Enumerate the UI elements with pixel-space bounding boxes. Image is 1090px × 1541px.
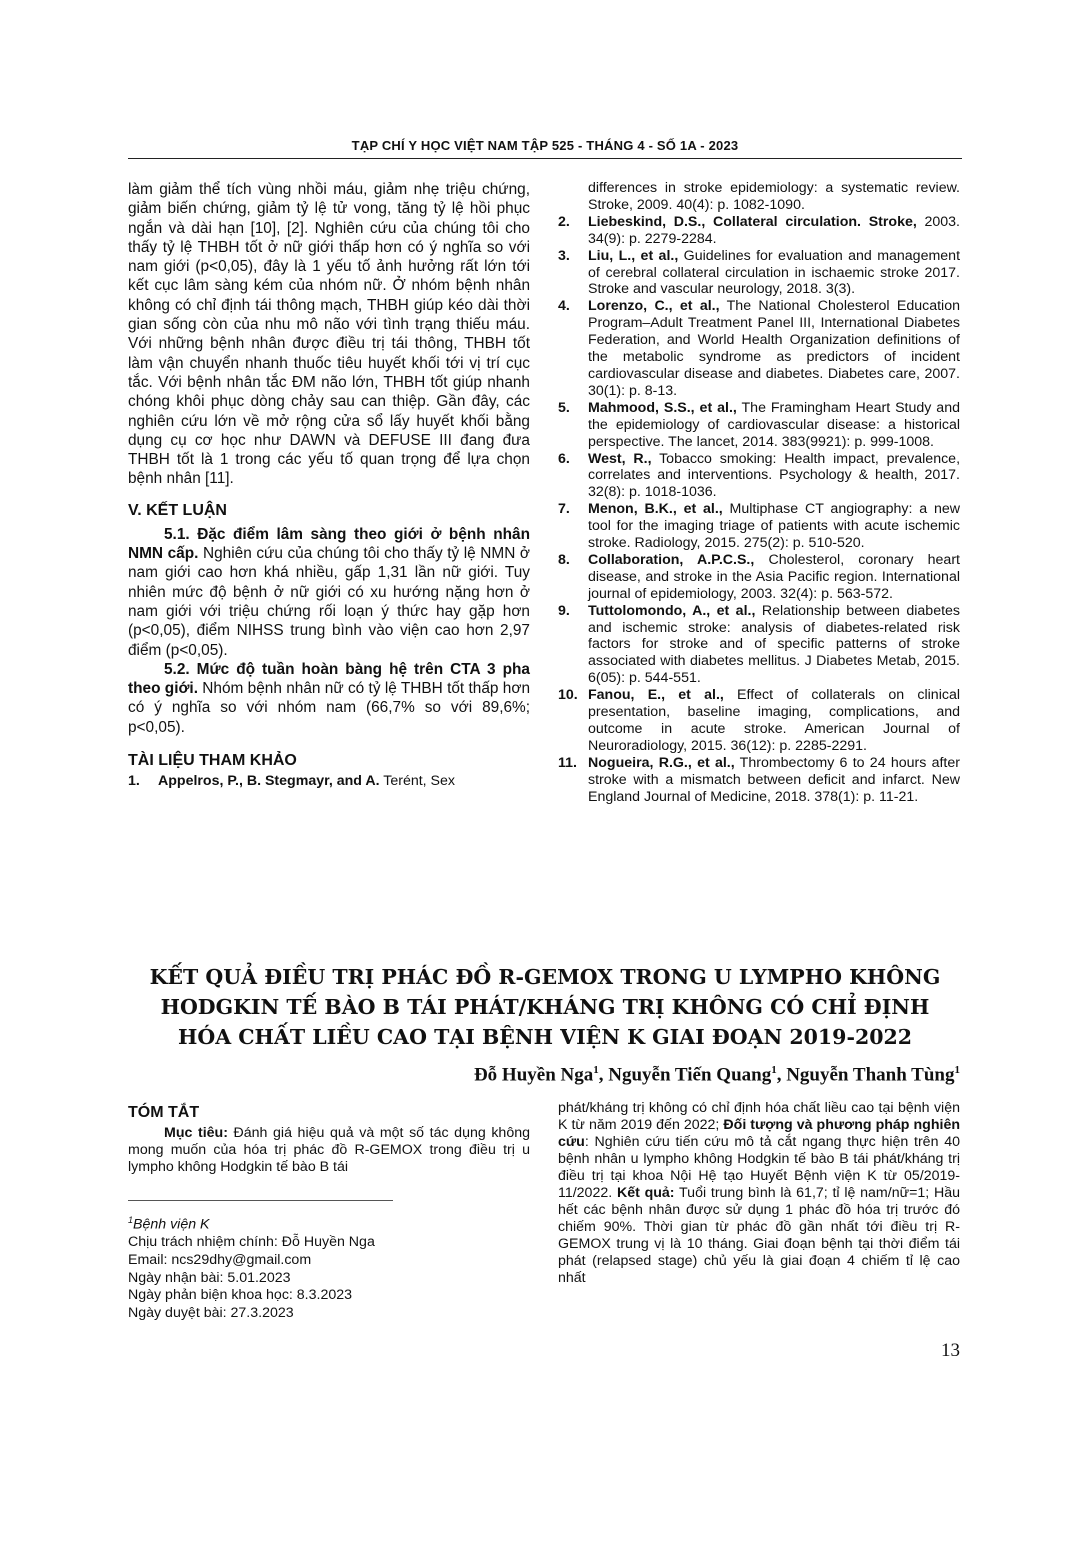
subsection-text-5-1: Nghiên cứu của chúng tôi cho thấy tỷ lệ NMN ở nam giới cao hơn khá nhiều, gấp 1,31 lần nữ giới. Tuy nhiên mức độ bệnh ở nữ giới có xu hướng nặng hơn ở nam giới với triệu chứng rối loạn ý thức hay gặp hơn (p<0,05), điểm NIHSS trung bình vào viện cao hơn 2,97 điểm (p<0,05). — [128, 545, 530, 659]
reference-item — [558, 298, 960, 399]
reference-authors: Fanou, E., et al., — [588, 687, 724, 704]
author-affiliation-mark: 1 — [593, 1064, 599, 1076]
discussion-paragraph: làm giảm thể tích vùng nhồi máu, giảm nhẹ triệu chứng, giảm biến chứng, giảm tỷ lệ tử vong, tăng tỷ lệ hồi phục ngắn và dài hạn [10], [2]. Nghiên cứu của chúng tôi cho thấy tỷ lệ THBH tốt ở nữ giới thấp hơn có ý nghĩa so với nam giới (p<0,05), đây là 1 yếu tố ảnh hưởng rất lớn tới kết cục lâm sàng kém của nhóm nữ. Ở nhóm bệnh nhân không có chỉ định tái thông mạch, THBH giúp kéo dài thời gian sống còn của nhu mô não với tình trạng thiếu máu. Với những bệnh nhân được điều trị tái thông, THBH tốt làm vận chuyển nhanh thuốc tiêu huyết khối tới vị trí cục tắc. Với bệnh nhân tắc ĐM não lớn, THBH tốt giúp nhanh chóng khôi phục dòng chảy sau can thiệp. Gần đây, các nghiên cứu lớn về mở rộng cửa sổ lấy huyết khối bằng dụng cụ cơ học như DAWN và DEFUSE III đang đưa THBH tốt là 1 trong các yếu tố quan trọng để lựa chọn bệnh nhân [11]. — [128, 181, 530, 488]
reference-authors: Liebeskind, D.S., Collateral circulation. Stroke, — [588, 213, 917, 230]
running-header: TẠP CHÍ Y HỌC VIỆT NAM TẬP 525 - THÁNG 4 - SỐ 1A - 2023 — [351, 138, 739, 153]
subsection-title-5-1: 5.1. Đặc điểm lâm sàng theo giới ở bệnh nhân NMN cấp. — [128, 525, 530, 563]
reference-item — [558, 248, 960, 299]
reference-text: Guidelines for evaluation and management of cerebral collateral circulation in ischaemic stroke 2017. Stroke and vascular neurology, 2018. 3(3). — [588, 247, 961, 298]
author-separator: , — [598, 1064, 609, 1086]
objective-continued: phát/kháng trị không có chỉ định hóa chất liều cao tại bệnh viện K từ năm 2019 đến 2022; — [558, 1100, 960, 1133]
reference-authors: West, R., — [588, 450, 652, 467]
abstract-continued — [558, 1100, 960, 1287]
abstract-left — [128, 1103, 530, 1176]
subsection-text-5-2: Nhóm bệnh nhân nữ có tỷ lệ THBH tốt thấp hơn có ý nghĩa so với nhóm nam (66,7% so với 89,6%; p<0,05). — [128, 680, 531, 736]
corresponding-author: Chịu trách nhiệm chính: Đỗ Huyền Nga — [128, 1234, 375, 1251]
reference-number: 7. — [558, 501, 570, 518]
affiliation-text: Bệnh viện K — [133, 1216, 210, 1233]
reference-authors: Tuttolomondo, A., et al., — [588, 602, 756, 619]
page-number: 13 — [941, 1340, 960, 1361]
objective-text: Đánh giá hiệu quả và một số tác dụng không mong muốn của hóa trị phác đồ R-GEMOX trong điều trị u lympho không Hodgkin tế bào B tái — [128, 1125, 530, 1175]
subsection-title-5-2: 5.2. Mức độ tuần hoàn bàng hệ trên CTA 3 pha theo giới. — [128, 660, 530, 698]
email: Email: ncs29dhy@gmail.com — [128, 1251, 312, 1268]
reference-item — [558, 214, 960, 248]
section-heading-conclusion: V. KẾT LUẬN — [128, 501, 227, 519]
methods-label: Đối tượng và phương pháp nghiên cứu — [558, 1117, 960, 1150]
reference-authors: Collaboration, A.P.C.S., — [588, 551, 755, 568]
reference-number: 6. — [558, 450, 570, 467]
affiliation-mark: 1 — [128, 1215, 134, 1225]
reference-text: Cholesterol, coronary heart disease, and stroke in the Asia Pacific region. International journal of epidemiology, 2003. 32(4): p. 563-572. — [588, 551, 960, 602]
reference-item — [558, 603, 960, 688]
reference-text: Relationship between diabetes and ischemic stroke: analysis of diabetes-related risk factors for stroke and of specific patterns of stroke associated with diabetes mellitus. J Diabetes Metab, 2015. 6(05): p. 544-551. — [588, 602, 961, 687]
reference-item — [128, 773, 530, 790]
reference-authors: Mahmood, S.S., et al., — [588, 399, 737, 416]
conclusion-5-1 — [128, 525, 530, 660]
header-rule — [128, 158, 962, 159]
abstract-heading: TÓM TẮT — [128, 1104, 200, 1121]
right-column — [558, 180, 960, 806]
abstract-objective — [128, 1125, 530, 1176]
reference-text: Thrombectomy 6 to 24 hours after stroke with a mismatch between deficit and infarct. New England Journal of Medicine, 2018. 378(1): p. 11-21. — [588, 754, 960, 805]
reference-text: The Framingham Heart Study and the epidemiology of cardiovascular disease: a historical perspective. The lancet, 2014. 383(9921): p. 999-1008. — [588, 399, 960, 450]
reference-text: Multiphase CT angiography: a new tool for the imaging triage of patients with acute ischemic stroke. Radiology, 2015. 275(2): p. 510-520. — [588, 501, 960, 552]
reference-item — [558, 451, 960, 502]
received-date: Ngày nhận bài: 5.01.2023 — [128, 1269, 291, 1286]
author-name: Nguyễn Tiến Quang — [608, 1064, 772, 1086]
footnotes — [128, 1212, 530, 1322]
accepted-date: Ngày duyệt bài: 27.3.2023 — [128, 1304, 294, 1321]
reference-number: 4. — [558, 298, 570, 315]
review-date: Ngày phản biện khoa học: 8.3.2023 — [128, 1287, 353, 1304]
reference-number: 3. — [558, 247, 570, 264]
reference-text: The National Cholesterol Education Program–Adult Treatment Panel III, International Diabetes Federation, and World Health Organization definitions of the metabolic syndrome as predictors of incident cardiovascular disease and diabetes. Diabetes care, 2007. 30(1): p. 8-13. — [588, 298, 960, 399]
reference-item — [558, 501, 960, 552]
reference-item — [558, 180, 960, 214]
article-title-line: KẾT QUẢ ĐIỀU TRỊ PHÁC ĐỒ R-GEMOX TRONG U LYMPHO KHÔNG — [149, 965, 941, 989]
results-text: Tuổi trung bình là 61,7; tỉ lệ nam/nữ=1; Hầu hết các bệnh nhân được sử dụng 1 phác đồ hóa trị trước đó chiếm 90%. Thời gian từ phác đồ gần nhất tới điều trị R-GEMOX trung vị là 10 tháng. Giai đoạn bệnh tại thời điểm tái phát (relapsed stage) chủ yếu là giai đoạn 4 chiếm tỉ lệ cao nhất — [558, 1185, 960, 1286]
results-label: Kết quả: — [616, 1185, 675, 1201]
reference-item — [558, 552, 960, 603]
reference-item — [558, 755, 960, 806]
author-name: Đỗ Huyền Nga — [473, 1064, 594, 1086]
reference-text: differences in stroke epidemiology: a systematic review. Stroke, 2009. 40(4): p. 1082-1090. — [588, 180, 960, 213]
conclusion-5-2 — [128, 660, 530, 737]
reference-number: 8. — [558, 551, 570, 568]
reference-number: 2. — [558, 213, 570, 230]
abstract-right — [558, 1100, 960, 1287]
reference-authors: Lorenzo, C., et al., — [588, 298, 720, 315]
reference-text: Tobacco smoking: Health impact, prevalence, correlates and interventions. Psychology & health, 2017. 32(8): p. 1018-1036. — [588, 450, 961, 501]
objective-label: Mục tiêu: — [164, 1125, 228, 1141]
references-heading: TÀI LIỆU THAM KHẢO — [128, 752, 297, 770]
reference-number: 11. — [558, 754, 577, 771]
reference-list — [558, 180, 960, 806]
affiliation-footnote — [128, 1212, 530, 1234]
reference-item — [558, 687, 960, 755]
author-list — [474, 1064, 960, 1086]
reference-number: 1. — [128, 773, 140, 790]
article-title — [128, 962, 962, 1052]
article-title-line: HODGKIN TẾ BÀO B TÁI PHÁT/KHÁNG TRỊ KHÔNG CÓ CHỈ ĐỊNH — [160, 995, 930, 1019]
author-affiliation-mark: 1 — [954, 1064, 960, 1076]
footnote-rule — [128, 1200, 393, 1201]
author-separator: , — [776, 1064, 787, 1086]
author-affiliation-mark: 1 — [771, 1064, 777, 1076]
reference-authors: Liu, L., et al., — [588, 247, 679, 264]
reference-text: Effect of collaterals on clinical presentation, baseline imaging, complications, and outcome in acute stroke. American Journal of Neuroradiology, 2015. 36(12): p. 2285-2291. — [588, 687, 960, 754]
reference-number: 9. — [558, 602, 570, 619]
article-title-line: HÓA CHẤT LIỀU CAO TẠI BỆNH VIỆN K GIAI ĐOẠN 2019-2022 — [177, 1025, 913, 1049]
reference-text: Terént, Sex — [379, 773, 455, 790]
reference-authors: Menon, B.K., et al., — [588, 501, 723, 518]
left-column — [128, 180, 530, 790]
reference-authors: Appelros, P., B. Stegmayr, and A. — [158, 773, 380, 790]
reference-text: 2003. 34(9): p. 2279-2284. — [588, 213, 960, 247]
reference-number: 10. — [558, 687, 578, 704]
reference-item — [558, 400, 960, 451]
author-name: Nguyễn Thanh Tùng — [786, 1064, 955, 1086]
reference-number: 5. — [558, 399, 570, 416]
methods-text: : Nghiên cứu tiến cứu mô tả cắt ngang thực hiện trên 40 bệnh nhân u lympho không Hodgkin tế bào B tái phát/kháng trị điều trị tại khoa Nội Hệ tạo Huyết Bệnh viện K từ 05/2019-11/2022. — [558, 1134, 960, 1201]
reference-authors: Nogueira, R.G., et al., — [588, 754, 735, 771]
